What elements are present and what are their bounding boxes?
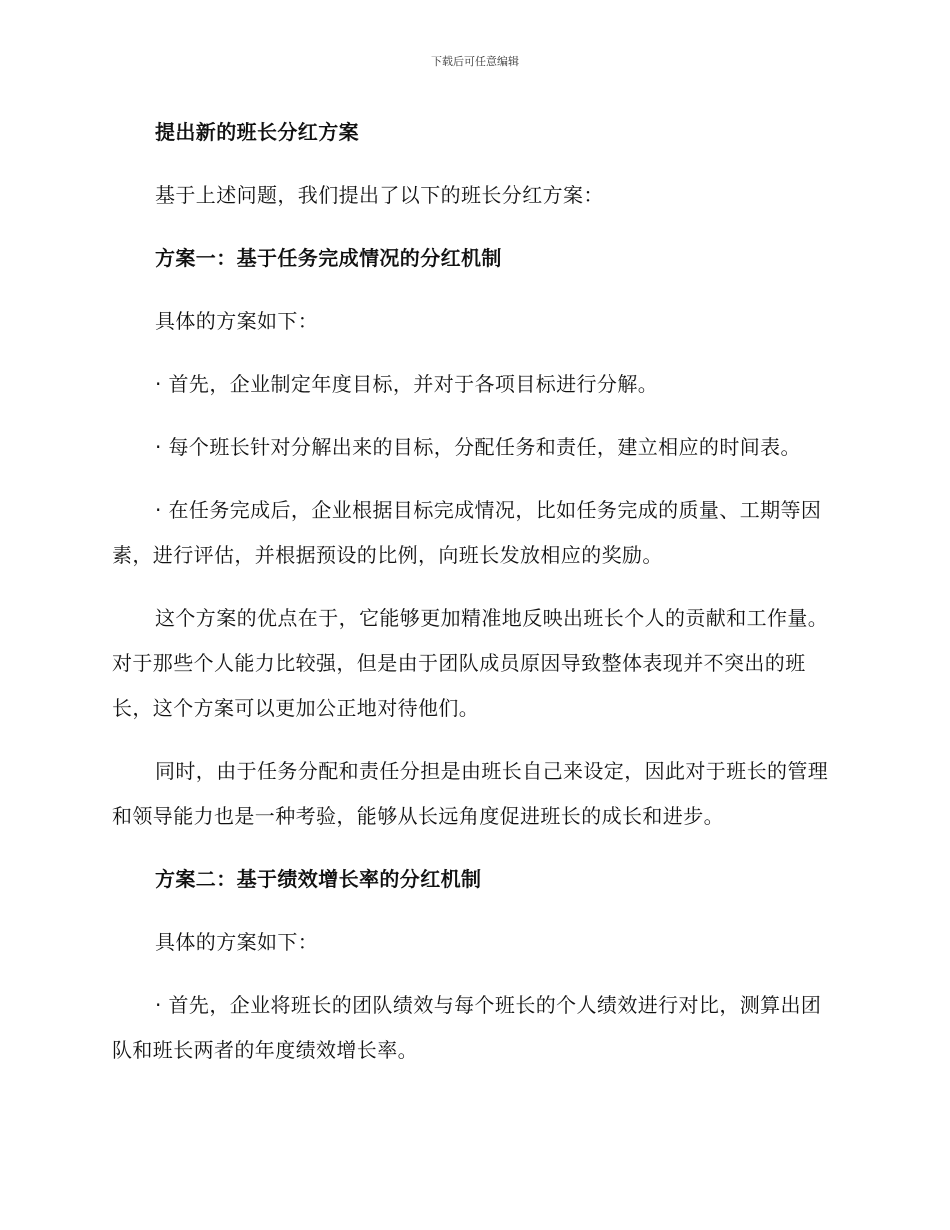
plan-two-heading: 方案二：基于绩效增长率的分红机制 [155, 867, 482, 891]
body-paragraph: 具体的方案如下： [155, 930, 319, 954]
document-body [112, 110, 832, 1091]
bullet-item: · 首先，企业将班长的团队绩效与每个班长的个人绩效进行对比，测算出团队和班长两者的年度绩效增长率。 [112, 993, 822, 1062]
body-paragraph: 具体的方案如下： [155, 309, 319, 333]
body-paragraph: 同时，由于任务分配和责任分担是由班长自己来设定，因此对于班长的管理和领导能力也是一种考验，能够从长远角度促进班长的成长和进步。 [112, 759, 829, 828]
page-header: 下载后可任意编辑 [431, 55, 519, 68]
body-paragraph: 这个方案的优点在于，它能够更加精准地反映出班长个人的贡献和工作量。对于那些个人能力比较强，但是由于团队成员原因导致整体表现并不突出的班长，这个方案可以更加公正地对待他们。 [112, 606, 829, 720]
body-paragraph: 基于上述问题，我们提出了以下的班长分红方案： [155, 183, 604, 207]
bullet-item: · 首先，企业制定年度目标，并对于各项目标进行分解。 [155, 372, 659, 396]
bullet-item: · 每个班长针对分解出来的目标，分配任务和责任，建立相应的时间表。 [155, 435, 801, 459]
bullet-item: · 在任务完成后，企业根据目标完成情况，比如任务完成的质量、工期等因素，进行评估，并根据预设的比例，向班长发放相应的奖励。 [112, 498, 822, 567]
section-heading: 提出新的班长分红方案 [155, 120, 359, 144]
plan-one-heading: 方案一：基于任务完成情况的分红机制 [155, 246, 502, 270]
